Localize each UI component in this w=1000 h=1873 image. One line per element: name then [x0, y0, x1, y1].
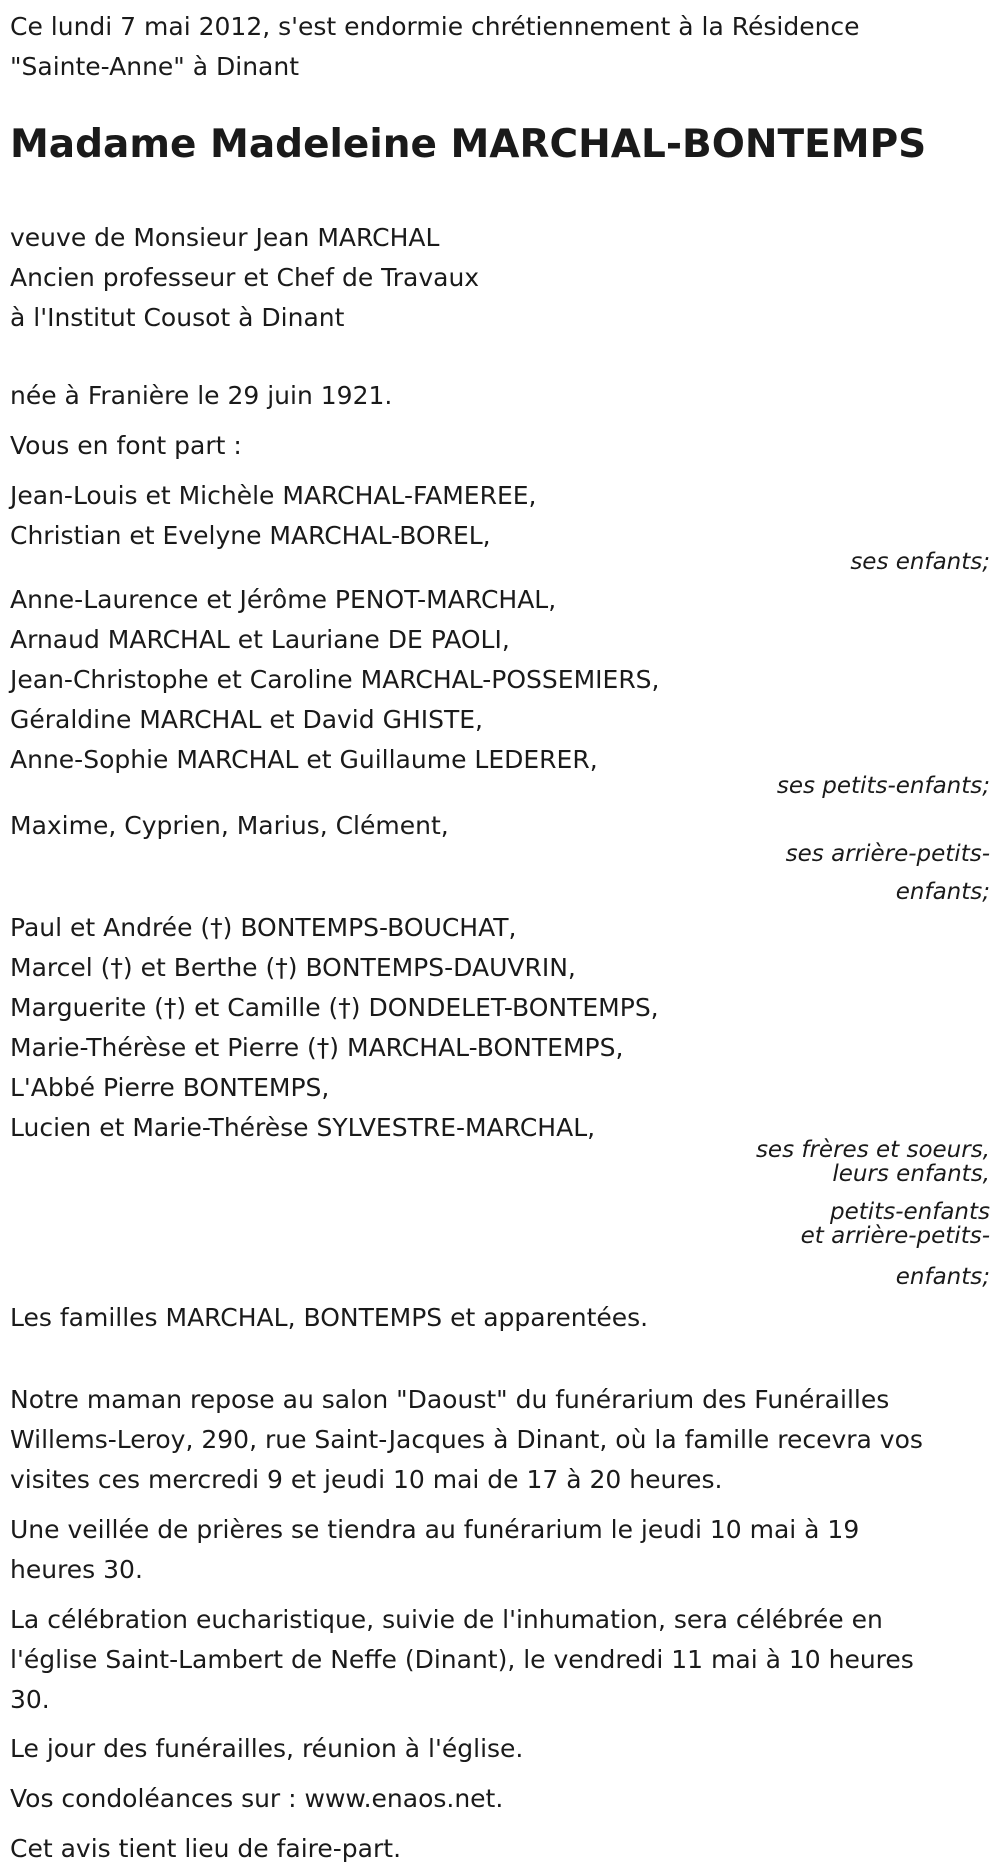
list-item: Marcel (†) et Berthe (†) BONTEMPS-DAUVRIN, [10, 953, 576, 982]
birth-text: née à Franière le 29 juin 1921. [10, 381, 393, 410]
meeting-text: Le jour des funérailles, réunion à l'église. [10, 1734, 524, 1763]
deceased-name-heading: Madame Madeleine MARCHAL-BONTEMPS [10, 122, 927, 167]
siblings-role-end: enfants; [895, 1264, 990, 1290]
bio-line: à l'Institut Cousot à Dinant [10, 303, 345, 332]
condolences-text: Vos condoléances sur : www.enaos.net. [10, 1784, 504, 1813]
role-line: et arrière-petits- [800, 1223, 990, 1249]
bio-line: veuve de Monsieur Jean MARCHAL [10, 223, 440, 252]
paragraph-line: Willems-Leroy, 290, rue Saint-Jacques à Dinant, où la famille recevra vos [10, 1425, 923, 1454]
list-item: Anne-Sophie MARCHAL et Guillaume LEDERER, [10, 745, 598, 774]
siblings-list [10, 908, 659, 1148]
paragraph-line: visites ces mercredi 9 et jeudi 10 mai de 17 à 20 heures. [10, 1465, 723, 1494]
siblings-role-cont [801, 1200, 990, 1248]
intro-line: Ce lundi 7 mai 2012, s'est endormie chrétiennement à la Résidence [10, 12, 860, 41]
list-item: Jean-Christophe et Caroline MARCHAL-POSSEMIERS, [10, 665, 660, 694]
grandchildren-list [10, 580, 660, 780]
paragraph-line: La célébration eucharistique, suivie de l'inhumation, sera célébrée en [10, 1605, 883, 1634]
siblings-role [756, 1138, 990, 1186]
list-item: Paul et Andrée (†) BONTEMPS-BOUCHAT, [10, 913, 517, 942]
role-line: enfants; [895, 879, 990, 905]
visitation-text [10, 1380, 990, 1500]
list-item: Marguerite (†) et Camille (†) DONDELET-BONTEMPS, [10, 993, 659, 1022]
notice-text: Cet avis tient lieu de faire-part. [10, 1834, 402, 1863]
list-item: L'Abbé Pierre BONTEMPS, [10, 1073, 330, 1102]
great-grandchildren-role [786, 835, 990, 911]
announce-text: Vous en font part : [10, 431, 242, 460]
paragraph-line: 30. [10, 1685, 50, 1714]
paragraph-line: heures 30. [10, 1555, 143, 1584]
role-line: leurs enfants, [832, 1161, 990, 1187]
paragraph-line: Notre maman repose au salon "Daoust" du funérarium des Funérailles [10, 1385, 890, 1414]
role-line: ses arrière-petits- [785, 841, 990, 867]
list-item: Christian et Evelyne MARCHAL-BOREL, [10, 521, 491, 550]
paragraph-line: Une veillée de prières se tiendra au funérarium le jeudi 10 mai à 19 [10, 1515, 860, 1544]
paragraph-line: l'église Saint-Lambert de Neffe (Dinant), le vendredi 11 mai à 10 heures [10, 1645, 914, 1674]
great-grandchildren-list [10, 806, 449, 846]
role-line: petits-enfants [830, 1199, 990, 1225]
list-item: Arnaud MARCHAL et Lauriane DE PAOLI, [10, 625, 510, 654]
bio-line: Ancien professeur et Chef de Travaux [10, 263, 480, 292]
list-item: Jean-Louis et Michèle MARCHAL-FAMEREE, [10, 481, 537, 510]
vigil-text [10, 1510, 990, 1590]
list-item: Lucien et Marie-Thérèse SYLVESTRE-MARCHAL, [10, 1113, 596, 1142]
children-list [10, 476, 537, 556]
grandchildren-role: ses petits-enfants; [776, 773, 990, 799]
intro-text [10, 7, 860, 87]
children-role: ses enfants; [850, 549, 990, 575]
list-item: Maxime, Cyprien, Marius, Clément, [10, 811, 449, 840]
list-item: Géraldine MARCHAL et David GHISTE, [10, 705, 483, 734]
list-item: Marie-Thérèse et Pierre (†) MARCHAL-BONTEMPS, [10, 1033, 624, 1062]
role-line: ses frères et soeurs, [755, 1137, 990, 1163]
list-item: Anne-Laurence et Jérôme PENOT-MARCHAL, [10, 585, 557, 614]
families-text: Les familles MARCHAL, BONTEMPS et apparentées. [10, 1303, 649, 1332]
intro-line: "Sainte-Anne" à Dinant [10, 52, 300, 81]
bio-text [10, 218, 479, 338]
mass-text [10, 1600, 990, 1720]
